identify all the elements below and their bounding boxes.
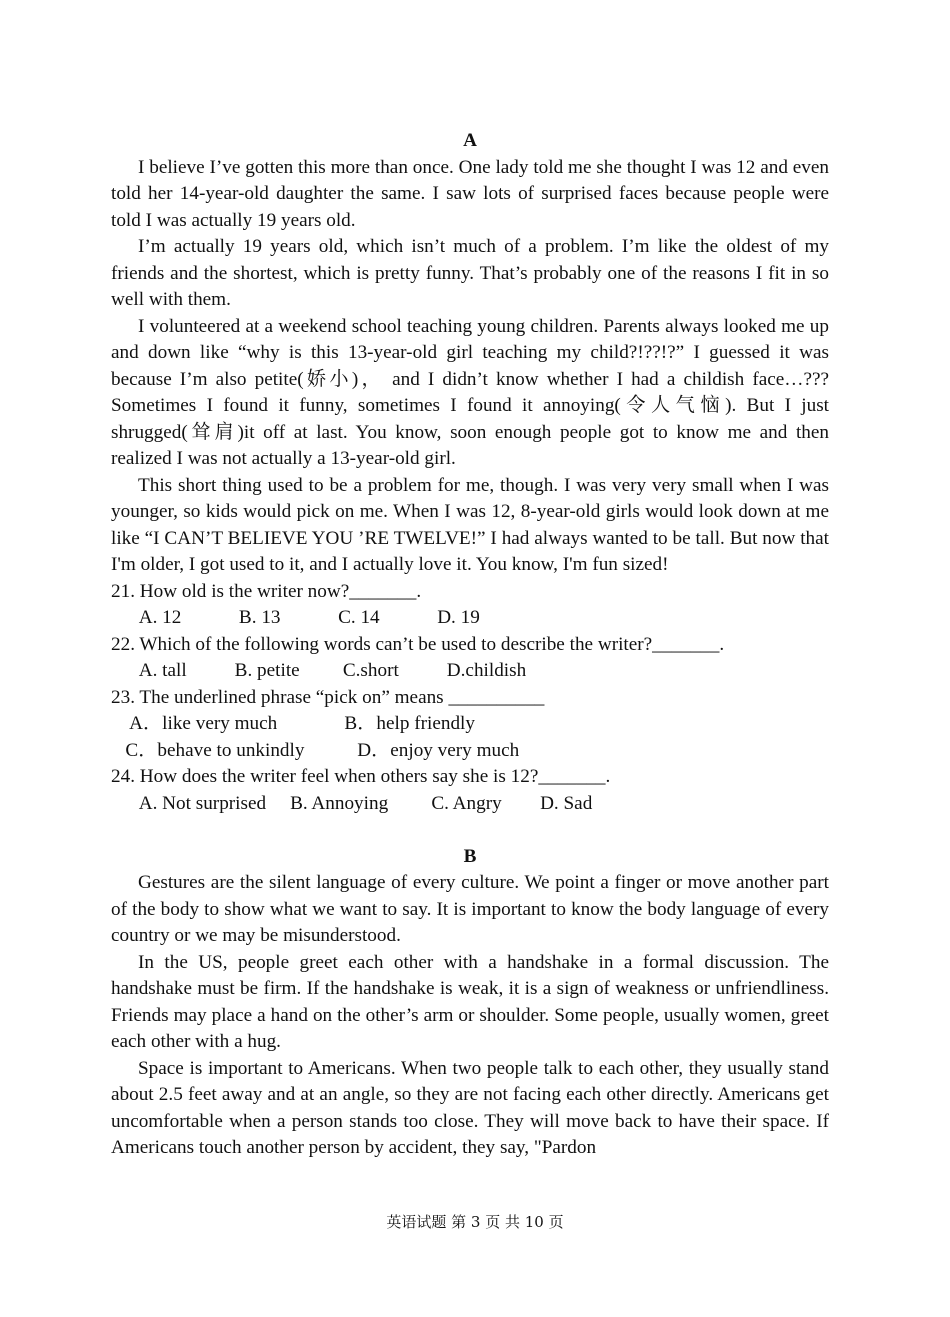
section-a-heading: A [463, 130, 477, 151]
question-24: 24. How does the writer feel when others say she is 12?_______. [111, 766, 611, 787]
spacer [111, 817, 829, 844]
question-24-options: A. Not surprised B. Annoying C. Angry D. Sad [111, 792, 593, 814]
paragraph: I’m actually 19 years old, which isn’t much of a problem. I’m like the oldest of my friends and the shortest, which is pretty funny. That’s probably one of the reasons I fit in so well with them. [111, 236, 829, 310]
exam-page [111, 128, 829, 1162]
question-22-options: A. tall B. petite C.short D.childish [111, 660, 527, 681]
paragraph: Gestures are the silent language of every culture. We point a finger or move another part of the body to show what we want to say. It is important to know the body language of every country or we may be misunderstood. [111, 872, 829, 946]
question-21: 21. How old is the writer now?_______. [111, 580, 422, 602]
page-footer: 英语试题 第 3 页 共 10 页 [386, 1213, 564, 1231]
paragraph: I believe I’ve gotten this more than once. One lady told me she thought I was 12 and even told her 14-year-old daughter the same. I saw lots of surprised faces because people were told I was actually 19 years old. [111, 156, 829, 231]
paragraph: I volunteered at a weekend school teaching young children. Parents always looked me up and down like “why is this 13-year-old girl teaching my child?!??!?” I guessed it was because I’m also petite(娇小)， and I didn’t know whether I had a childish face…??? Sometimes I found it funny, sometimes I found it annoying(令人气恼). But I just shrugged(耸肩)it off at last. You know, soon enough people got to know me and then realized I was not actually a 13-year-old girl. [111, 315, 829, 469]
question-22: 22. Which of the following words can’t be used to describe the writer?_______. [111, 633, 725, 655]
question-23: 23. The underlined phrase “pick on” means __________ [111, 686, 545, 708]
section-b-heading: B [463, 845, 477, 867]
paragraph: Space is important to Americans. When two people talk to each other, they usually stand about 2.5 feet away and at an angle, so they are not facing each other directly. Americans get uncomfortable when a person stands too close. They will move back to have their space. If Americans touch another person by accident, they say, "Pardon [111, 1057, 829, 1158]
paragraph: This short thing used to be a problem for me, though. I was very very small when I was younger, so kids would pick on me. When I was 12, 8-year-old girls would look down at me like “I CAN’T BELIEVE YOU ’RE TWELVE!” I had always wanted to be tall. But now that I'm older, I got used to it, and I actually love it. You know, I'm fun sized! [111, 474, 829, 575]
paragraph: In the US, people greet each other with a handshake in a formal discussion. The handshake must be firm. If the handshake is weak, it is a sign of weakness or unfriendliness. Friends may place a hand on the other’s arm or shoulder. Some people, usually women, greet each other with a hug. [111, 951, 829, 1052]
question-21-options: A. 12 B. 13 C. 14 D. 19 [111, 607, 480, 628]
question-23-options: A．like very much B．help friendly C．behave to unkindly D．enjoy very much [125, 713, 520, 761]
